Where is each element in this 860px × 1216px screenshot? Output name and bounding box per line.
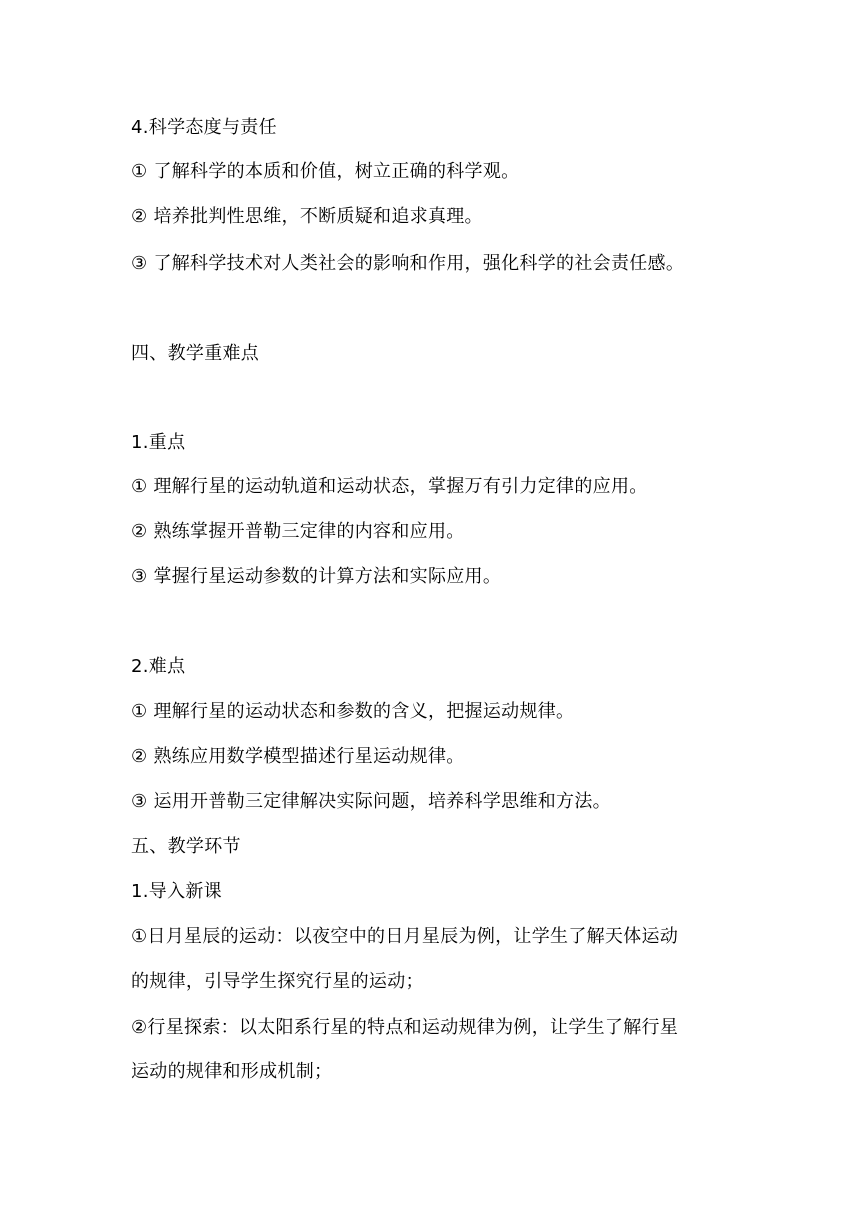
paragraph-line: 运动的规律和形成机制； xyxy=(131,1061,333,1082)
list-item: ② 培养批判性思维，不断质疑和追求真理。 xyxy=(131,206,483,227)
subheading-intro: 1.导入新课 xyxy=(131,881,222,902)
section-heading-key-points: 四、教学重难点 xyxy=(131,343,260,364)
list-item: ③ 了解科学技术对人类社会的影响和作用，强化科学的社会责任感。 xyxy=(131,253,685,274)
list-item: ③ 运用开普勒三定律解决实际问题，培养科学思维和方法。 xyxy=(131,791,611,812)
section-heading-teaching: 五、教学环节 xyxy=(131,836,241,857)
section-heading-attitude: 4.科学态度与责任 xyxy=(131,117,277,138)
list-item: ② 熟练掌握开普勒三定律的内容和应用。 xyxy=(131,521,465,542)
list-item: ① 了解科学的本质和价值，树立正确的科学观。 xyxy=(131,161,520,182)
list-item: ② 熟练应用数学模型描述行星运动规律。 xyxy=(131,746,465,767)
list-item: ③ 掌握行星运动参数的计算方法和实际应用。 xyxy=(131,566,502,587)
paragraph-line: ②行星探索：以太阳系行星的特点和运动规律为例，让学生了解行星 xyxy=(131,1017,679,1038)
subheading-key: 1.重点 xyxy=(131,432,186,453)
subheading-difficult: 2.难点 xyxy=(131,656,186,677)
paragraph-line: ①日月星辰的运动：以夜空中的日月星辰为例，让学生了解天体运动 xyxy=(131,926,679,947)
paragraph-line: 的规律，引导学生探究行星的运动； xyxy=(131,971,424,992)
list-item: ① 理解行星的运动状态和参数的含义，把握运动规律。 xyxy=(131,701,575,722)
list-item: ① 理解行星的运动轨道和运动状态，掌握万有引力定律的应用。 xyxy=(131,476,648,497)
